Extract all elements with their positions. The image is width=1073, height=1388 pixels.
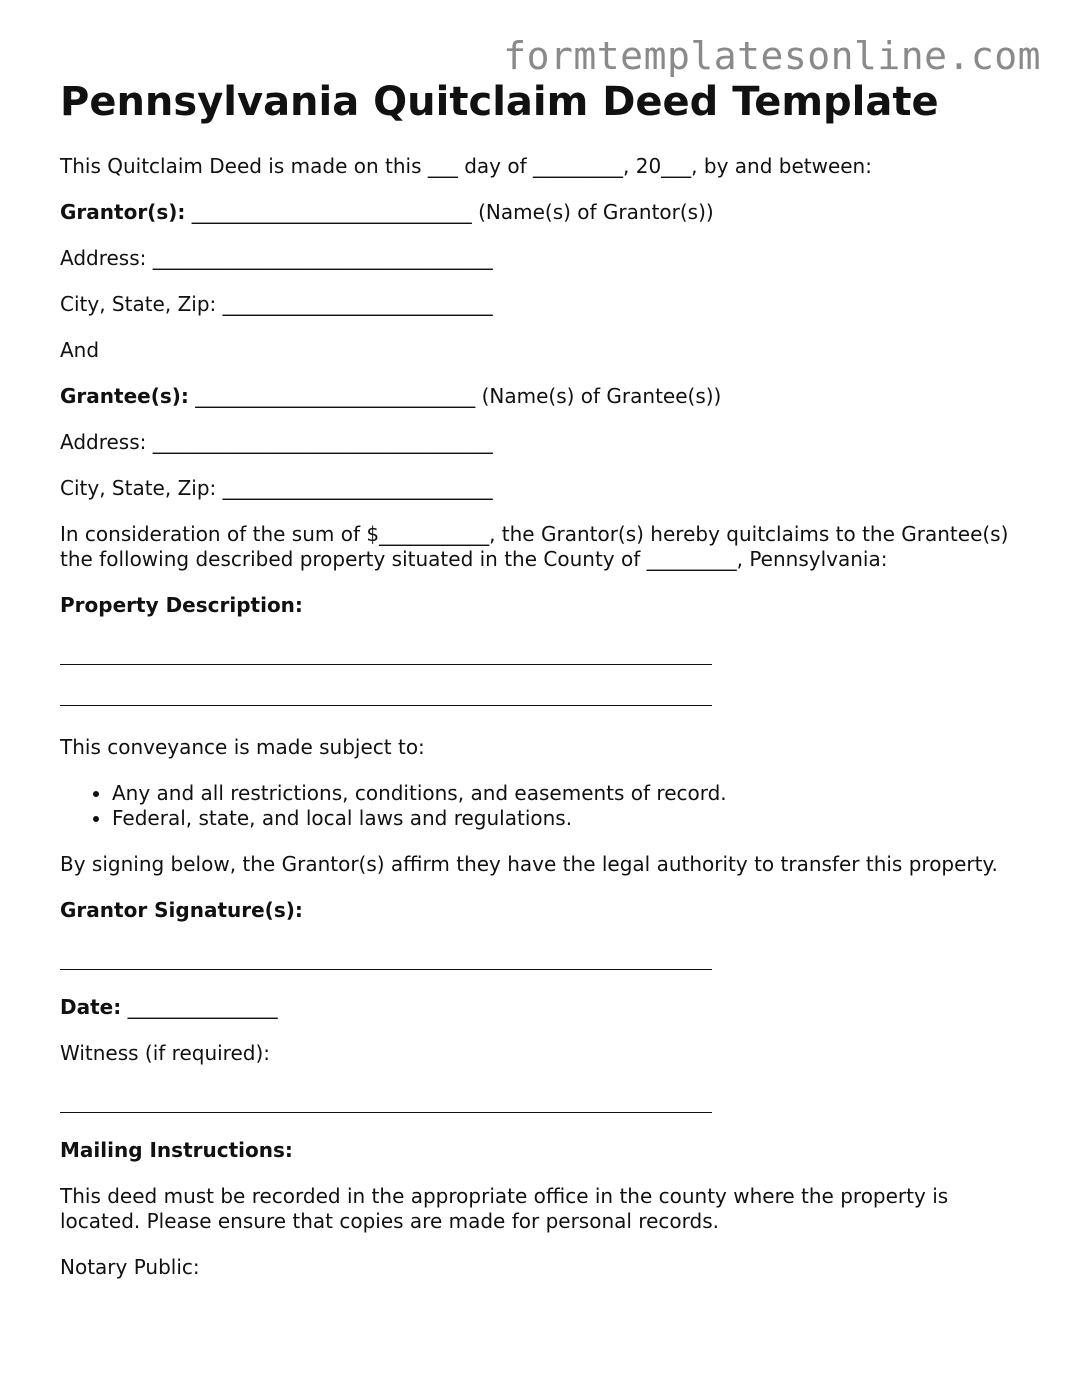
list-item: • Federal, state, and local laws and regulations.	[112, 806, 1020, 831]
list-item: • Any and all restrictions, conditions, and easements of record.	[112, 781, 1020, 806]
grantor-signature-line	[60, 969, 712, 970]
consideration-text: In consideration of the sum of $___________, the Grantor(s) hereby quitclaims to the Grantee(s) the following described property situated in the County of _________, Pennsylvania:	[60, 522, 1009, 571]
grantor-city-state-zip: City, State, Zip: ___________________________	[60, 292, 493, 316]
mailing-instructions-text: This deed must be recorded in the appropriate office in the county where the property is located. Please ensure that copies are made for personal records.	[60, 1184, 949, 1233]
grantee-line	[60, 384, 1020, 409]
intro-text: This Quitclaim Deed is made on this ___ day of _________, 20___, by and between:	[60, 154, 872, 178]
grantee-address: Address: __________________________________	[60, 430, 493, 454]
property-description-heading: Property Description:	[60, 593, 303, 617]
subject-to-list	[60, 781, 1020, 831]
grantee-city-state-zip: City, State, Zip: ___________________________	[60, 476, 493, 500]
grantor-address: Address: __________________________________	[60, 246, 493, 270]
grantee-name-blank: ____________________________ (Name(s) of Grantee(s))	[188, 384, 722, 408]
watermark: formtemplatesonline.com	[503, 34, 1041, 78]
date-label: Date:	[60, 995, 122, 1019]
grantor-signature-heading: Grantor Signature(s):	[60, 898, 303, 922]
mailing-instructions-heading: Mailing Instructions:	[60, 1138, 293, 1162]
grantor-label: Grantor(s):	[60, 200, 186, 224]
date-blank: _______________	[121, 995, 278, 1019]
property-description-line-2	[60, 705, 712, 706]
and-text: And	[60, 338, 100, 362]
date-line	[60, 995, 1020, 1020]
notary-public-text: Notary Public:	[60, 1255, 200, 1279]
witness-text: Witness (if required):	[60, 1041, 271, 1065]
grantor-name-blank: ____________________________ (Name(s) of Grantor(s))	[185, 200, 714, 224]
affirm-text: By signing below, the Grantor(s) affirm they have the legal authority to transfer this property.	[60, 852, 998, 876]
page-title: Pennsylvania Quitclaim Deed Template	[60, 79, 939, 125]
grantor-line	[60, 200, 1020, 225]
subject-to-text: This conveyance is made subject to:	[60, 735, 425, 759]
witness-signature-line	[60, 1112, 712, 1113]
grantee-label: Grantee(s):	[60, 384, 189, 408]
deed-document	[60, 76, 1020, 1280]
